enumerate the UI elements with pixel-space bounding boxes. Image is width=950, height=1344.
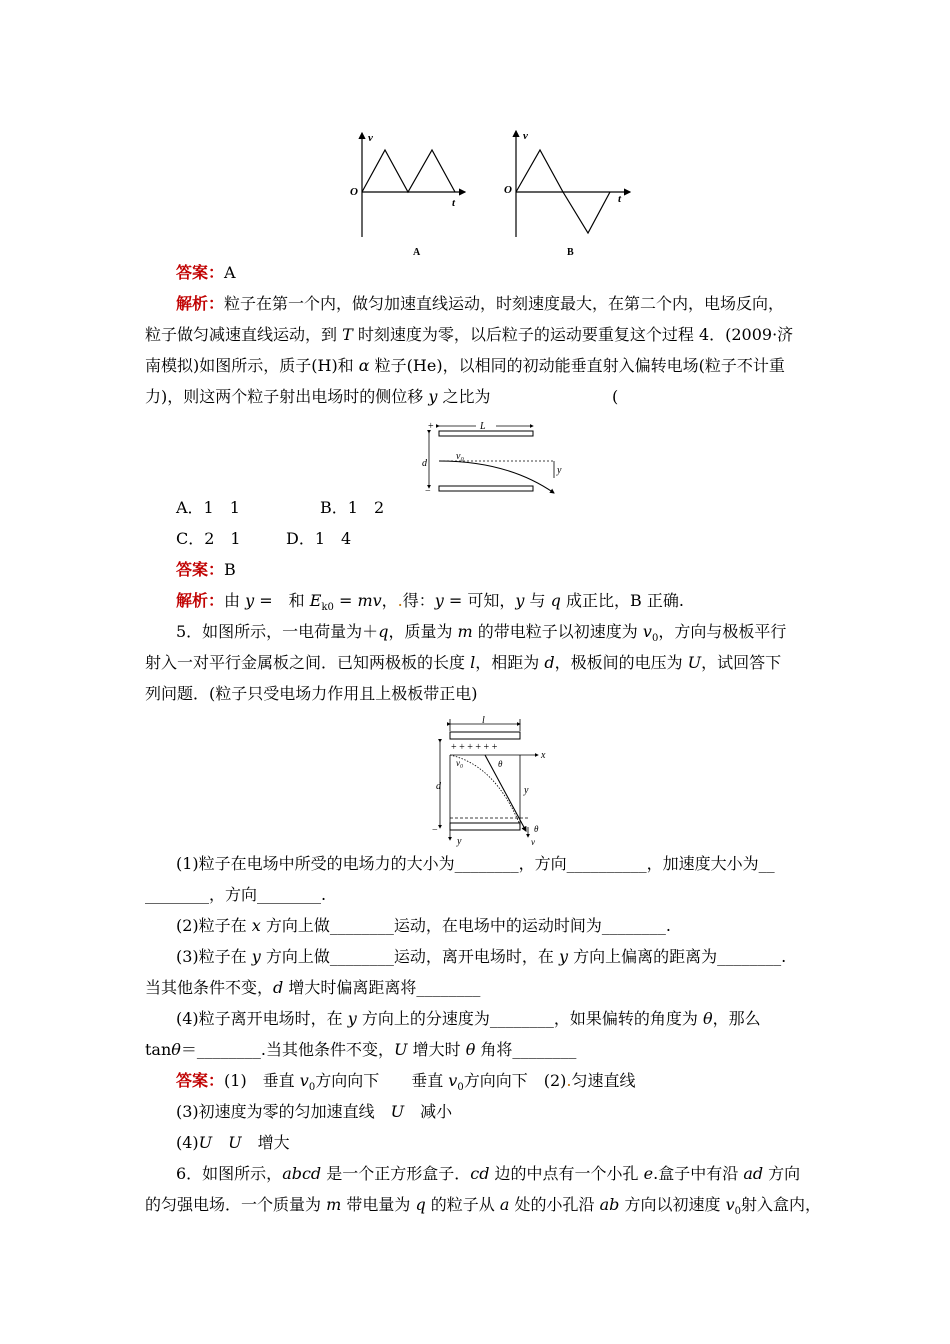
graph-a-v-label: v xyxy=(368,132,373,144)
text-run: A xyxy=(224,263,236,282)
text-run: 由 xyxy=(224,591,246,610)
q5-part3-line1 xyxy=(176,946,786,968)
deflection-y-label: y xyxy=(557,465,562,476)
text-run: (4)粒子离开电场时，在 xyxy=(176,1009,348,1028)
text-run: 方向 xyxy=(763,1164,801,1183)
q5-part1-line2 xyxy=(145,884,326,906)
text-run: (3)粒子在 xyxy=(176,947,252,966)
text-run: . xyxy=(397,591,403,610)
text-run: 当其他条件不变， xyxy=(145,978,274,997)
text-run: 力)，则这两个粒子射出电场时的侧位移 xyxy=(145,387,429,406)
graph-a-caption: A xyxy=(413,247,421,258)
exit-theta-label: θ xyxy=(534,824,539,834)
text-run: v xyxy=(448,1071,458,1090)
q4-question-line2 xyxy=(145,386,490,408)
text-run: U xyxy=(687,653,702,672)
graph-b xyxy=(504,130,630,258)
text-run: θ xyxy=(703,1009,713,1028)
text-run: 方向向下 垂直 xyxy=(315,1071,449,1090)
text-run: (2)粒子在 xyxy=(176,916,252,935)
v0-label: v₀ xyxy=(456,758,464,768)
text-run: 增大 xyxy=(241,1133,290,1152)
text-run: ，相距为 xyxy=(475,653,545,672)
text-run: ab xyxy=(599,1195,620,1214)
graph-a-origin-label: O xyxy=(350,186,358,198)
text-run: 方向上偏离的距离为________. xyxy=(568,947,787,966)
text-run: abcd xyxy=(282,1164,322,1183)
text-run: U xyxy=(198,1133,213,1152)
text-run: 0 xyxy=(651,633,659,645)
parallel-plates-figure xyxy=(430,715,555,847)
text-run: ________，方向________. xyxy=(145,885,327,904)
text-run: 6．如图所示， xyxy=(176,1164,283,1183)
text-run: 0 xyxy=(734,1206,742,1218)
text-run: 粒子做匀减速直线运动，到 xyxy=(145,325,343,344)
text-run: 匀速直线 xyxy=(571,1071,636,1090)
option-a xyxy=(176,497,240,519)
text-run: 答案： xyxy=(176,560,225,579)
text-run: 答案： xyxy=(176,263,225,282)
text-run: = 和 xyxy=(254,591,310,610)
text-run: y xyxy=(559,947,569,966)
text-run: U xyxy=(390,1102,405,1121)
text-run: l xyxy=(470,653,476,672)
q5-part4-line2 xyxy=(145,1039,576,1061)
text-run: 角将________ xyxy=(475,1040,577,1059)
text-run: y xyxy=(251,947,261,966)
text-run: 列问题．(粒子只受电场力作用且上极板带正电) xyxy=(145,684,478,703)
text-run: 方向向下 (2) xyxy=(463,1071,567,1090)
text-run: 减小 xyxy=(404,1102,453,1121)
q5-part3-line2 xyxy=(145,977,480,999)
field-plus-sign: + xyxy=(428,421,434,432)
text-run: 射入一对平行金属板之间．已知两极板的长度 xyxy=(145,653,471,672)
graph-b-caption: B xyxy=(567,247,574,258)
graph-b-v-label: v xyxy=(523,130,528,142)
q5-stem-line1 xyxy=(176,621,786,650)
text-run: θ xyxy=(465,1040,476,1059)
text-run: 0 xyxy=(457,1082,464,1094)
q4-question-line1 xyxy=(145,355,785,377)
deflection-field-figure xyxy=(418,418,566,496)
q5-answer-line1 xyxy=(176,1070,636,1099)
text-run: 与 xyxy=(524,591,551,610)
text-run: θ xyxy=(171,1040,181,1059)
text-run: E xyxy=(309,591,322,610)
text-run: q xyxy=(378,622,389,641)
text-run: D．1 4 xyxy=(286,529,352,548)
text-run: B xyxy=(224,560,236,579)
text-run: y xyxy=(434,591,444,610)
text-run: 解析： xyxy=(176,591,225,610)
text-run: 方向上做________运动，离开电场时，在 xyxy=(260,947,559,966)
text-run: mv xyxy=(357,591,382,610)
plate-distance-d-label: d xyxy=(436,781,441,792)
text-run: 粒子在第一个内，做匀加速直线运动，时刻速度最大，在第二个内，电场反向， xyxy=(224,294,785,313)
q4b-answer-line xyxy=(176,559,236,581)
graph-b-t-label: t xyxy=(618,193,622,205)
text-run: 0 xyxy=(308,1082,316,1094)
text-run: 方向上的分速度为________，如果偏转的角度为 xyxy=(356,1009,703,1028)
plate-length-label: L xyxy=(480,421,486,432)
text-run: ad xyxy=(743,1164,764,1183)
deflection-y-label: y xyxy=(524,785,529,796)
text-run: q xyxy=(415,1195,426,1214)
text-run: 5．如图所示，一电荷量为＋ xyxy=(176,622,379,641)
option-d xyxy=(286,528,351,550)
q4-answer-line xyxy=(176,262,236,284)
text-run: 之比为 xyxy=(437,387,491,406)
text-run: ，方向与极板平行 xyxy=(658,622,787,641)
theta-label: θ xyxy=(498,759,503,769)
text-run: ( xyxy=(612,387,619,406)
text-run: (1)粒子在电场中所受的电场力的大小为________，方向__________，加速度大小为__ xyxy=(176,854,775,873)
text-run: 得： xyxy=(402,591,435,610)
text-run: 是一个正方形盒子． xyxy=(321,1164,471,1183)
text-run: B．1 2 xyxy=(320,498,385,517)
text-run: a xyxy=(499,1195,510,1214)
text-run: 射入盒内， xyxy=(741,1195,822,1214)
text-run: ＝________.当其他条件不变， xyxy=(180,1040,395,1059)
text-run: (3)初速度为零的匀加速直线 xyxy=(176,1102,391,1121)
text-run: 的带电粒子以初速度为 xyxy=(472,622,643,641)
text-run: ，质量为 xyxy=(388,622,458,641)
y-axis-label: y xyxy=(457,836,462,847)
text-run: (1) 垂直 xyxy=(224,1071,300,1090)
text-run: 成正比，B 正确. xyxy=(560,591,684,610)
q5-part1-line1 xyxy=(176,853,775,875)
exit-v-label: v xyxy=(531,837,535,847)
text-run: ，试回答下 xyxy=(701,653,782,672)
text-run: e xyxy=(643,1164,654,1183)
q5-stem-line2 xyxy=(145,652,781,674)
q5-part2 xyxy=(176,915,671,937)
text-run: ，极板间的电压为 xyxy=(554,653,688,672)
text-run: U xyxy=(228,1133,242,1152)
text-run: T xyxy=(342,325,353,344)
text-run: .盒子中有沿 xyxy=(653,1164,744,1183)
option-b xyxy=(320,497,384,519)
text-run: U xyxy=(394,1040,408,1059)
text-run: v xyxy=(642,622,652,641)
text-run: y xyxy=(347,1009,357,1028)
text-run: d xyxy=(544,653,555,672)
graph-b-origin-label: O xyxy=(504,184,512,196)
text-run: ，那么 xyxy=(712,1009,761,1028)
positive-charges: + + + + + + xyxy=(451,742,498,753)
text-run: x xyxy=(251,916,261,935)
text-run: tan xyxy=(145,1040,172,1059)
text-run: 的匀强电场．一个质量为 xyxy=(145,1195,327,1214)
q4-explanation-line1 xyxy=(176,293,784,315)
q5-answer-line2 xyxy=(176,1101,452,1123)
q5-part4-line1 xyxy=(176,1008,761,1030)
q4b-explanation-line xyxy=(176,590,684,619)
graph-a-t-label: t xyxy=(452,197,456,209)
text-run: v xyxy=(299,1071,309,1090)
x-axis-label: x xyxy=(541,750,546,761)
text-run: 时刻速度为零，以后粒子的运动要重复这个过程 4．(2009·济 xyxy=(352,325,794,344)
text-run: A．1 1 xyxy=(176,498,240,517)
text-run: = 可知， xyxy=(443,591,516,610)
text-run: m xyxy=(457,622,473,641)
text-run: 答案： xyxy=(176,1071,225,1090)
text-run: 方向上做________运动，在电场中的运动时间为________. xyxy=(260,916,671,935)
vt-graphs-figure xyxy=(340,125,650,260)
option-c xyxy=(176,528,241,550)
plate-length-l-label: l xyxy=(482,715,485,726)
text-run: = xyxy=(333,591,358,610)
text-run: q xyxy=(550,591,561,610)
text-run: 处的小孔沿 xyxy=(509,1195,600,1214)
text-run: 边的中点有一个小孔 xyxy=(489,1164,644,1183)
text-run: cd xyxy=(470,1164,490,1183)
q6-stem-line1 xyxy=(176,1163,800,1185)
text-run: α xyxy=(358,356,370,375)
text-run: ， xyxy=(381,591,398,610)
text-run: . xyxy=(566,1071,572,1090)
text-run: 方向以初速度 xyxy=(619,1195,726,1214)
field-minus-sign: − xyxy=(425,486,431,496)
q5-stem-line3 xyxy=(145,683,478,705)
text-run: y xyxy=(245,591,255,610)
text-run: y xyxy=(515,591,525,610)
q4-bracket xyxy=(612,386,618,408)
plate-distance-label: d xyxy=(422,458,427,469)
text-run xyxy=(212,1133,228,1152)
q4-explanation-line2 xyxy=(145,324,793,346)
text-run: 解析： xyxy=(176,294,225,313)
text-run: k0 xyxy=(321,602,334,614)
text-run: 粒子(He)，以相同的初动能垂直射入偏转电场(粒子不计重 xyxy=(369,356,785,375)
initial-velocity-label: v₀ xyxy=(456,451,464,462)
text-run: 带电量为 xyxy=(341,1195,416,1214)
text-run: v xyxy=(725,1195,735,1214)
text-run: d xyxy=(273,978,284,997)
text-run: C．2 1 xyxy=(176,529,241,548)
text-run: 增大时偏离距离将________ xyxy=(283,978,481,997)
text-run: 增大时 xyxy=(407,1040,466,1059)
text-run: 的粒子从 xyxy=(425,1195,500,1214)
graph-a xyxy=(350,132,465,258)
text-run: y xyxy=(428,387,438,406)
q5-answer-line3 xyxy=(176,1132,290,1154)
text-run: 南模拟)如图所示，质子(H)和 xyxy=(145,356,359,375)
negative-sign: − xyxy=(432,825,438,836)
q6-stem-line2 xyxy=(145,1194,821,1223)
text-run: (4) xyxy=(176,1133,199,1152)
text-run: m xyxy=(326,1195,342,1214)
